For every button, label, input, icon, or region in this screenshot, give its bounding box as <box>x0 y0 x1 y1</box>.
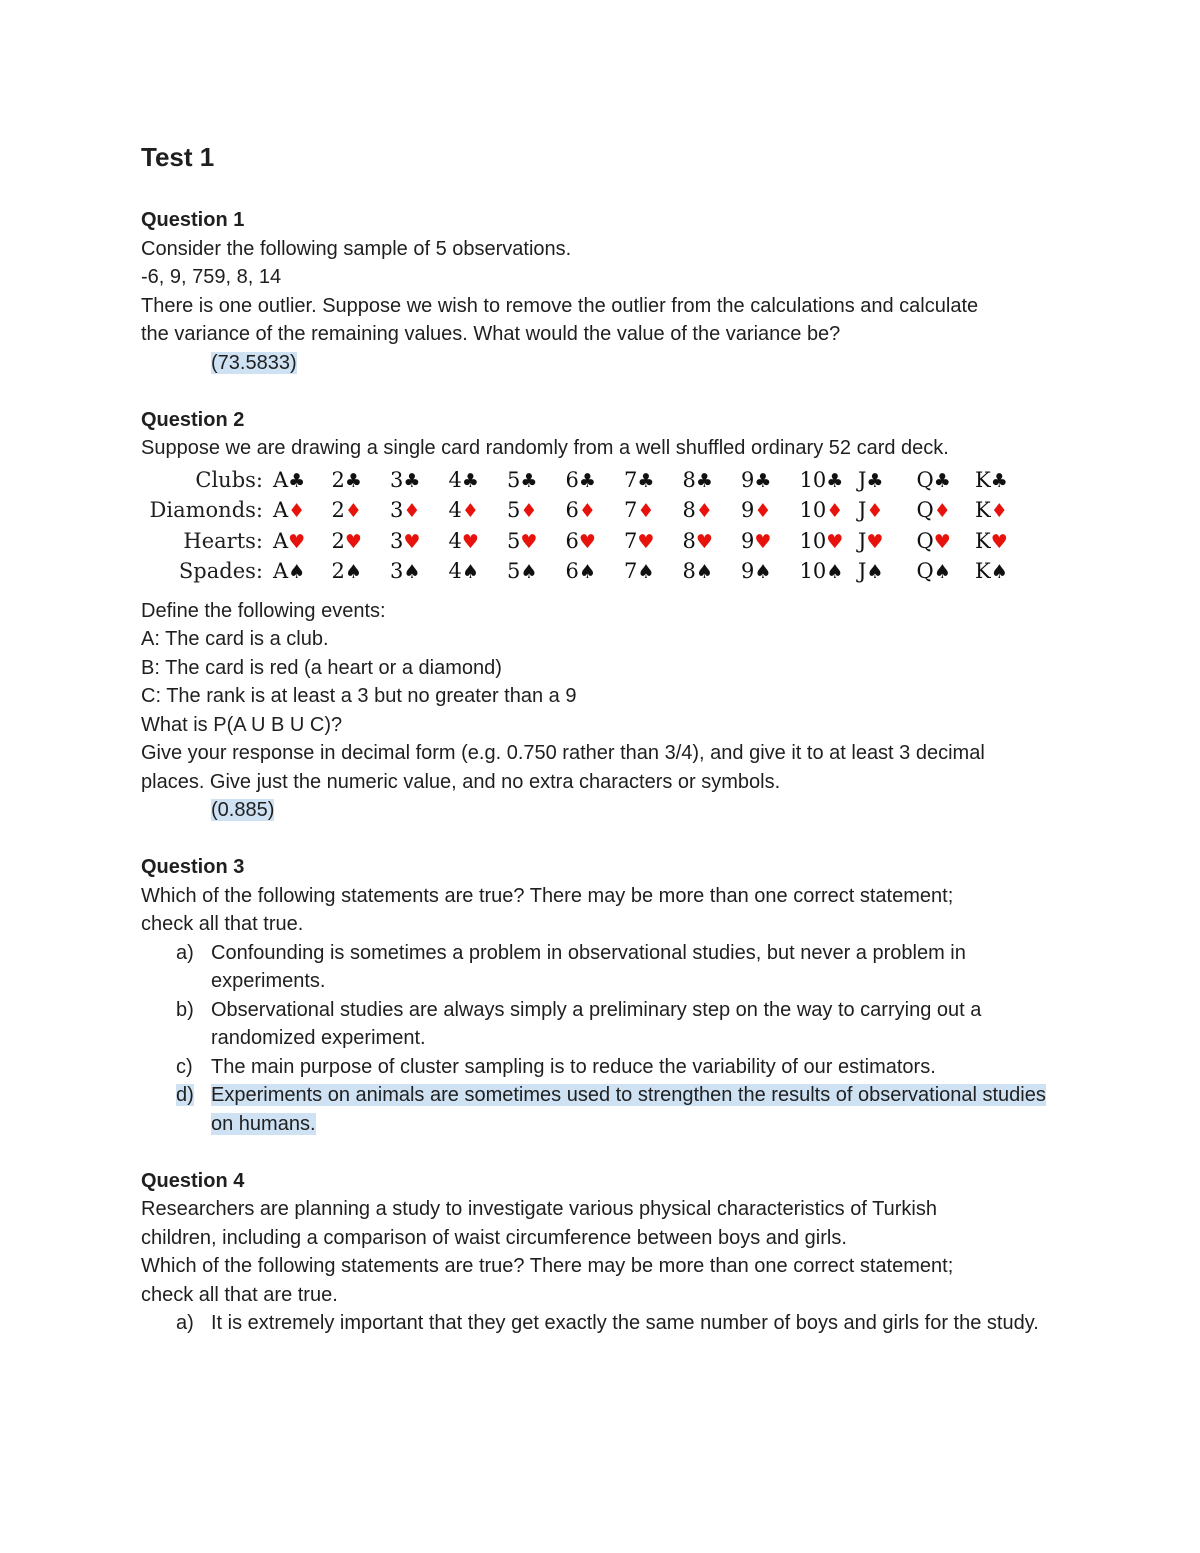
card-7-hearts <box>624 526 654 557</box>
card-rank: 4 <box>448 498 462 522</box>
suit-symbol-icon: ♠ <box>754 561 772 583</box>
question-3-option-c <box>141 1053 1071 1082</box>
card-rank: K <box>975 528 991 553</box>
card-rank: 5 <box>507 498 521 522</box>
card-rank: Q <box>916 559 934 583</box>
card-3-spades <box>390 556 420 587</box>
card-8-spades <box>683 556 713 587</box>
event-b: B: The card is red (a heart or a diamond) <box>141 656 502 679</box>
card-6-spades <box>566 556 596 587</box>
card-K-diamonds <box>975 495 1008 526</box>
option-text: Observational studies are always simply a preliminary step on the way to carrying out a randomized experiment. <box>211 998 982 1049</box>
suit-symbol-icon: ♦ <box>826 500 844 522</box>
suit-symbol-icon: ♦ <box>461 500 479 522</box>
card-rank: 2 <box>331 498 345 522</box>
suit-symbol-icon: ♣ <box>933 469 951 492</box>
card-rank: 2 <box>331 528 345 553</box>
card-K-hearts <box>975 526 1008 557</box>
card-rank: 9 <box>741 467 755 492</box>
card-rank: A <box>273 467 289 492</box>
option-letter: b) <box>176 998 194 1021</box>
suit-symbol-icon: ♠ <box>637 561 655 583</box>
suit-symbol-icon: ♦ <box>288 500 306 522</box>
card-5-diamonds <box>507 495 537 526</box>
question-2 <box>141 406 1071 825</box>
card-rank: Q <box>916 498 934 522</box>
card-row-hearts <box>141 526 1071 556</box>
question-2-instructions: places. Give just the numeric value, and no extra characters or symbols. <box>141 770 781 793</box>
card-rank: J <box>858 528 867 553</box>
card-9-clubs <box>741 465 771 496</box>
question-3-text-line: Which of the following statements are true? There may be more than one correct statement; <box>141 884 954 907</box>
card-rank: 7 <box>624 559 638 583</box>
suit-label: Hearts: <box>183 528 263 553</box>
card-rank: 3 <box>390 467 404 492</box>
card-rank: 3 <box>390 528 404 553</box>
card-Q-hearts <box>917 526 951 557</box>
card-Q-diamonds <box>917 495 951 526</box>
card-rank: Q <box>916 528 934 553</box>
card-rank: A <box>273 559 289 583</box>
question-4-text-line: children, including a comparison of waist circumference between boys and girls. <box>141 1226 847 1249</box>
card-rank: 5 <box>507 467 521 492</box>
card-rank: 6 <box>565 528 579 553</box>
suit-symbol-icon: ♥ <box>461 530 479 553</box>
card-2-hearts <box>332 526 362 557</box>
suit-symbol-icon: ♠ <box>826 561 844 583</box>
card-9-diamonds <box>741 495 771 526</box>
question-3 <box>141 853 1071 1138</box>
question-3-heading: Question 3 <box>141 856 245 878</box>
card-5-spades <box>507 556 537 587</box>
suit-symbol-icon: ♥ <box>578 530 596 553</box>
card-rank: 8 <box>682 498 696 522</box>
card-rank: Q <box>916 467 934 492</box>
card-rank: 7 <box>624 498 638 522</box>
card-rank: K <box>975 467 991 492</box>
card-2-spades <box>332 556 362 587</box>
question-1-answer-line <box>141 349 1071 378</box>
suit-symbol-icon: ♦ <box>990 500 1008 522</box>
question-2-answer: (0.885) <box>211 799 275 821</box>
card-3-hearts <box>390 526 420 557</box>
suit-symbol-icon: ♣ <box>990 469 1008 492</box>
card-rank: 8 <box>682 528 696 553</box>
question-3-text-line: check all that true. <box>141 913 304 935</box>
question-2-heading: Question 2 <box>141 408 245 431</box>
card-4-diamonds <box>449 495 479 526</box>
card-7-clubs <box>624 465 654 496</box>
suit-label: Clubs: <box>195 467 263 492</box>
question-1-text-line: Consider the following sample of 5 observations. <box>141 237 572 260</box>
card-4-hearts <box>449 526 479 557</box>
card-8-clubs <box>683 465 713 496</box>
card-10-hearts <box>800 526 844 557</box>
suit-symbol-icon: ♥ <box>695 530 713 553</box>
card-6-diamonds <box>566 495 596 526</box>
suit-symbol-icon: ♦ <box>637 500 655 522</box>
card-row-diamonds <box>141 495 1071 525</box>
event-a: A: The card is a club. <box>141 628 329 650</box>
card-rank: 10 <box>799 559 827 583</box>
card-rank: 6 <box>565 498 579 522</box>
card-rank: 5 <box>507 528 521 553</box>
option-text: It is extremely important that they get exactly the same number of boys and girls for the study. <box>211 1312 1039 1334</box>
card-4-spades <box>449 556 479 587</box>
event-c: C: The rank is at least a 3 but no greater than a 9 <box>141 685 577 707</box>
question-1 <box>141 206 1071 377</box>
suit-symbol-icon: ♠ <box>288 561 306 583</box>
suit-symbol-icon: ♣ <box>754 469 772 492</box>
card-Q-clubs <box>917 465 951 496</box>
suit-symbol-icon: ♣ <box>520 469 538 492</box>
question-1-text-line: the variance of the remaining values. What would the value of the variance be? <box>141 323 841 345</box>
option-text: The main purpose of cluster sampling is to reduce the variability of our estimators. <box>211 1055 936 1078</box>
card-rank: 4 <box>448 559 462 583</box>
question-4 <box>141 1167 1071 1338</box>
question-1-text-line: There is one outlier. Suppose we wish to remove the outlier from the calculations and calculate <box>141 294 979 317</box>
card-4-clubs <box>449 465 479 496</box>
card-deck-table <box>141 465 1071 589</box>
card-8-hearts <box>683 526 713 557</box>
card-J-spades <box>858 556 883 587</box>
card-7-diamonds <box>624 495 654 526</box>
suit-symbol-icon: ♥ <box>866 530 884 553</box>
suit-symbol-icon: ♠ <box>578 561 596 583</box>
option-text-highlighted: Experiments on animals are sometimes used to strengthen the results of observational studies on humans. <box>211 1084 1046 1135</box>
option-letter: d) <box>176 1084 194 1106</box>
question-3-option-d <box>141 1081 1071 1138</box>
card-2-diamonds <box>332 495 362 526</box>
question-1-sample-values: -6, 9, 759, 8, 14 <box>141 266 282 288</box>
option-letter: a) <box>176 1312 194 1334</box>
card-rank: 9 <box>741 498 755 522</box>
suit-symbol-icon: ♣ <box>826 469 844 492</box>
card-rank: K <box>975 559 991 583</box>
card-row-spades <box>141 556 1071 586</box>
card-10-spades <box>800 556 844 587</box>
suit-symbol-icon: ♥ <box>637 530 655 553</box>
suit-symbol-icon: ♠ <box>866 561 884 583</box>
card-rank: J <box>858 559 867 583</box>
suit-symbol-icon: ♠ <box>344 561 362 583</box>
suit-symbol-icon: ♥ <box>990 530 1008 553</box>
suit-symbol-icon: ♠ <box>933 561 951 583</box>
card-6-hearts <box>566 526 596 557</box>
card-5-hearts <box>507 526 537 557</box>
suit-symbol-icon: ♣ <box>288 469 306 492</box>
question-2-question: What is P(A U B U C)? <box>141 713 343 736</box>
option-text: Confounding is sometimes a problem in observational studies, but never a problem in experiments. <box>211 941 966 992</box>
question-4-text-line: Researchers are planning a study to investigate various physical characteristics of Turkish <box>141 1198 937 1220</box>
suit-symbol-icon: ♦ <box>403 500 421 522</box>
card-rank: J <box>858 498 867 522</box>
suit-symbol-icon: ♠ <box>403 561 421 583</box>
card-rank: 10 <box>799 528 827 553</box>
question-4-option-a <box>141 1309 1071 1338</box>
card-rank: 9 <box>741 528 755 553</box>
question-4-text-line: Which of the following statements are true? There may be more than one correct statement; <box>141 1255 954 1277</box>
question-2-define: Define the following events: <box>141 599 386 622</box>
question-3-option-b <box>141 996 1071 1053</box>
card-rank: 10 <box>799 467 827 492</box>
suit-symbol-icon: ♠ <box>695 561 713 583</box>
question-4-heading: Question 4 <box>141 1169 245 1192</box>
card-rank: 4 <box>448 467 462 492</box>
card-9-hearts <box>741 526 771 557</box>
card-row-clubs <box>141 465 1071 495</box>
card-6-clubs <box>566 465 596 496</box>
suit-symbol-icon: ♣ <box>461 469 479 492</box>
suit-symbol-icon: ♠ <box>990 561 1008 583</box>
card-10-diamonds <box>800 495 844 526</box>
suit-symbol-icon: ♣ <box>578 469 596 492</box>
suit-symbol-icon: ♦ <box>578 500 596 522</box>
suit-symbol-icon: ♥ <box>403 530 421 553</box>
card-7-spades <box>624 556 654 587</box>
suit-symbol-icon: ♥ <box>520 530 538 553</box>
suit-symbol-icon: ♦ <box>866 500 884 522</box>
card-8-diamonds <box>683 495 713 526</box>
card-rank: A <box>273 528 289 553</box>
suit-symbol-icon: ♦ <box>344 500 362 522</box>
card-rank: 7 <box>624 528 638 553</box>
card-rank: 7 <box>624 467 638 492</box>
question-4-text-line: check all that are true. <box>141 1283 338 1306</box>
card-rank: A <box>273 498 289 522</box>
card-rank: 2 <box>331 559 345 583</box>
document-page <box>141 138 1071 1338</box>
card-rank: 6 <box>565 467 579 492</box>
card-rank: K <box>975 498 991 522</box>
card-rank: 2 <box>331 467 345 492</box>
card-A-spades <box>273 556 305 587</box>
question-1-answer: (73.5833) <box>211 351 297 374</box>
card-3-diamonds <box>390 495 420 526</box>
question-2-intro: Suppose we are drawing a single card randomly from a well shuffled ordinary 52 card deck. <box>141 437 949 459</box>
card-rank: 6 <box>565 559 579 583</box>
card-rank: J <box>858 467 867 492</box>
question-2-instructions: Give your response in decimal form (e.g. 0.750 rather than 3/4), and give it to at least 3 decimal <box>141 742 985 764</box>
card-rank: 8 <box>682 559 696 583</box>
suit-symbol-icon: ♠ <box>461 561 479 583</box>
option-letter: c) <box>176 1055 193 1078</box>
suit-label: Diamonds: <box>149 498 263 522</box>
card-10-clubs <box>800 465 844 496</box>
card-A-diamonds <box>273 495 305 526</box>
suit-symbol-icon: ♥ <box>826 530 844 553</box>
suit-symbol-icon: ♥ <box>933 530 951 553</box>
suit-symbol-icon: ♦ <box>695 500 713 522</box>
card-K-clubs <box>975 465 1008 496</box>
suit-symbol-icon: ♥ <box>344 530 362 553</box>
card-K-spades <box>975 556 1008 587</box>
card-rank: 10 <box>799 498 827 522</box>
card-rank: 3 <box>390 559 404 583</box>
card-rank: 5 <box>507 559 521 583</box>
suit-symbol-icon: ♣ <box>637 469 655 492</box>
page-title: Test 1 <box>141 142 215 172</box>
suit-symbol-icon: ♥ <box>288 530 306 553</box>
question-3-option-a <box>141 939 1071 996</box>
question-1-heading: Question 1 <box>141 209 245 231</box>
suit-symbol-icon: ♠ <box>520 561 538 583</box>
question-2-answer-line <box>141 796 1071 825</box>
suit-symbol-icon: ♦ <box>754 500 772 522</box>
suit-symbol-icon: ♣ <box>866 469 884 492</box>
card-J-diamonds <box>858 495 883 526</box>
suit-symbol-icon: ♥ <box>754 530 772 553</box>
card-rank: 8 <box>682 467 696 492</box>
option-letter: a) <box>176 941 194 964</box>
card-rank: 3 <box>390 498 404 522</box>
card-A-hearts <box>273 526 305 557</box>
card-5-clubs <box>507 465 537 496</box>
suit-symbol-icon: ♣ <box>344 469 362 492</box>
card-9-spades <box>741 556 771 587</box>
suit-symbol-icon: ♦ <box>933 500 951 522</box>
card-2-clubs <box>332 465 362 496</box>
card-rank: 4 <box>448 528 462 553</box>
suit-symbol-icon: ♦ <box>520 500 538 522</box>
suit-label: Spades: <box>178 559 263 583</box>
card-Q-spades <box>917 556 951 587</box>
card-rank: 9 <box>741 559 755 583</box>
card-A-clubs <box>273 465 305 496</box>
suit-symbol-icon: ♣ <box>695 469 713 492</box>
suit-symbol-icon: ♣ <box>403 469 421 492</box>
card-3-clubs <box>390 465 420 496</box>
card-J-clubs <box>858 465 883 496</box>
card-J-hearts <box>858 526 883 557</box>
